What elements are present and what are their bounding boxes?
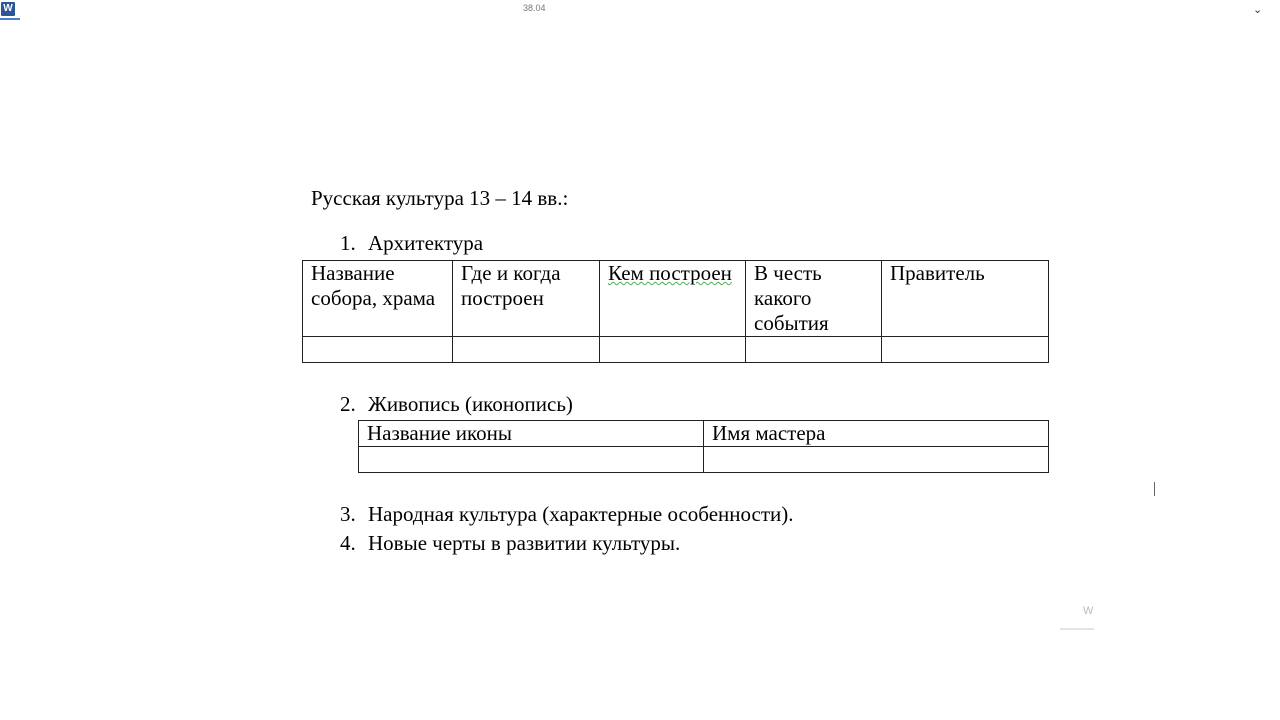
table-header-row — [359, 421, 1049, 447]
icon-painting-table — [358, 420, 1049, 473]
list-number: 1. — [340, 231, 356, 255]
document-heading: Русская культура 13 – 14 вв.: — [311, 186, 569, 210]
table-header-cell: Название иконы — [359, 421, 704, 447]
table-header-cell: Где и когда построен — [453, 261, 600, 337]
window-title: 38.04 — [523, 3, 546, 13]
table-header-cell — [600, 261, 746, 337]
table-cell[interactable] — [453, 337, 600, 363]
table-cell[interactable] — [359, 447, 704, 473]
title-bar — [0, 0, 1280, 20]
table-cell[interactable] — [704, 447, 1049, 473]
watermark-letter: W — [1083, 605, 1094, 617]
table-cell[interactable] — [882, 337, 1049, 363]
table-cell[interactable] — [746, 337, 882, 363]
watermark-line — [1060, 628, 1094, 630]
table-header-cell: Имя мастера — [704, 421, 1049, 447]
architecture-table — [302, 260, 1049, 363]
table-row — [359, 447, 1049, 473]
list-number: 3. — [340, 502, 356, 526]
list-number: 4. — [340, 531, 356, 555]
word-icon[interactable]: W — [1, 2, 15, 16]
table-header-cell: Правитель — [882, 261, 1049, 337]
list-text: Архитектура — [368, 231, 484, 255]
table-cell[interactable] — [303, 337, 453, 363]
list-text: Новые черты в развитии культуры. — [368, 531, 681, 555]
list-number: 2. — [340, 392, 356, 416]
table-cell[interactable] — [600, 337, 746, 363]
chevron-down-icon[interactable]: ⌄ — [1253, 4, 1263, 16]
list-text: Народная культура (характерные особенности). — [368, 502, 794, 526]
table-header-row — [303, 261, 1049, 337]
list-text: Живопись (иконопись) — [368, 392, 573, 416]
table-row — [303, 337, 1049, 363]
table-header-cell: В честь какого события — [746, 261, 882, 337]
table-header-cell: Название собора, храма — [303, 261, 453, 337]
app-icon-underline — [0, 18, 20, 20]
text-cursor — [1154, 482, 1155, 496]
spellcheck-text: Кем построен — [608, 261, 732, 285]
